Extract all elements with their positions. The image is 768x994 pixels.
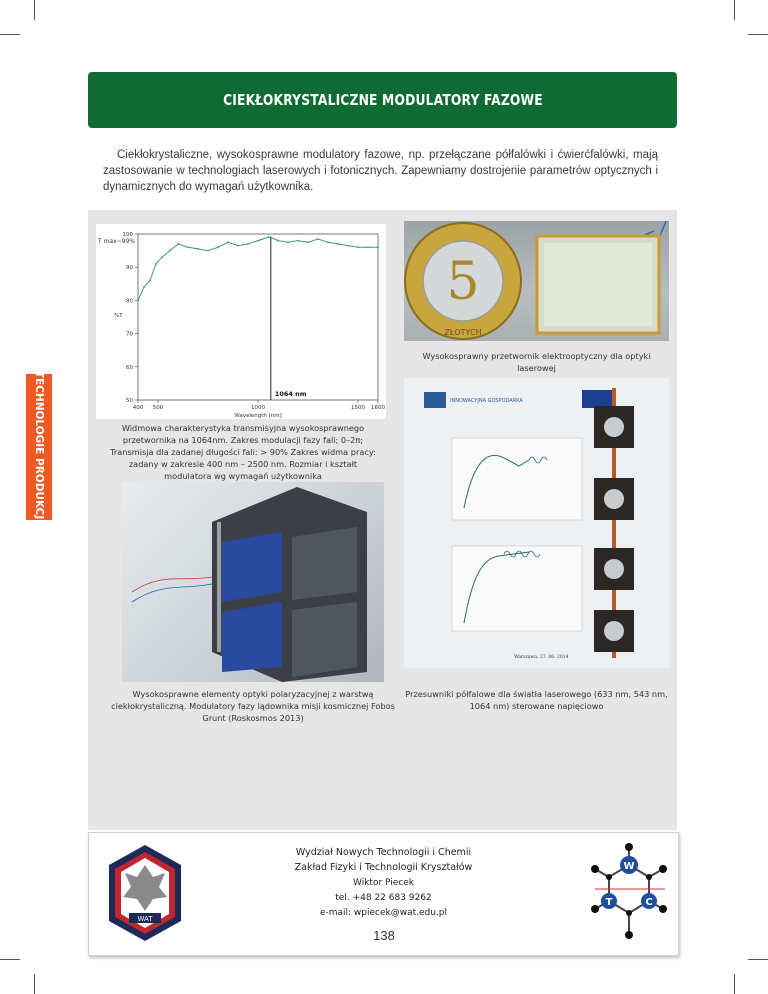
transmission-series-line [138,237,378,300]
crop-mark [0,34,20,35]
transmission-data-point [317,238,319,240]
wtc-logo-letter: W [623,861,635,872]
y-tick-label: 80 [126,298,133,305]
transmission-data-point [347,245,349,247]
footer-department: Zakład Fizyki i Technologii Kryształów [294,862,473,873]
transmission-data-point [357,246,359,248]
transmission-data-point [149,280,151,282]
wavelength-marker-label: 1064 nm [274,390,307,398]
transmission-data-point [227,241,229,243]
transmission-data-point [277,240,279,242]
y-tick-label: 50 [126,398,133,404]
transmission-data-point [155,263,157,265]
transmission-data-point [217,246,219,248]
crop-mark [734,0,735,20]
x-tick-label: 400 [132,405,144,411]
intro-paragraph: Ciekłokrystaliczne, wysokosprawne modulatory fazowe, np. przełączane półfalówki i ćwierćfalówki, mają zastosowanie w technologiach laserowych i fotonicznych. Zapewniamy dostrojenie parametrów optycznych i dynamicznych do wymagań użytkownika. [103,149,658,193]
crop-mark [748,959,768,960]
transmission-data-point [177,243,179,245]
footer-email: e-mail: wpiecek@wat.edu.pl [319,908,448,918]
transmission-data-point [270,236,272,238]
chart-caption: Widmowa charakterystyka transmisyjna wysokosprawnego przetwornika na 1064nm. Zakres modulacji fazy fali; 0–2π; Transmisja dla zadanej długości fali: > 90% Zakres widma pracy: zadany w zakresie 400 nm – 2500 nm. Rozmiar i kształt modulatora wg wymagań użytkownika [110,423,376,481]
x-tick-label: 1500 [351,405,365,411]
transmission-data-point [337,243,339,245]
y-tick-label: 60 [126,364,133,371]
coin-caption: Wysokosprawny przetwornik elektrooptyczny dla optyki laserowej [422,351,651,373]
transmission-data-point [267,236,269,238]
doc-innov-logo: INNOWACYJNA GOSPODARKA [450,398,523,404]
chart-plot-area [138,234,378,400]
document-modulators-drawing [404,378,669,668]
crop-mark [34,974,35,994]
transmission-data-point [237,245,239,247]
optics-caption: Wysokosprawne elementy optyki polaryzacyjnej z warstwą ciekłokrystaliczną. Modulatory fazy lądownika misji kosmicznej Fobos Grunt (Roskosmos 2013) [111,689,395,723]
chart-annotation-top: T max~99% [98,238,136,245]
footer-phone: tel. +48 22 683 9262 [335,893,432,903]
x-tick-label: 500 [152,405,164,411]
y-tick-label: 100 [122,232,133,238]
transmission-data-point [247,243,249,245]
transmission-data-point [257,240,259,242]
polarization-optics-photo [122,482,384,682]
transmission-data-point [169,250,171,252]
y-tick-label: 70 [126,331,133,338]
crop-mark [34,0,35,20]
footer-contact-person: Wiktor Piecek [353,878,414,888]
wat-logo-text: WAT [137,915,153,923]
transmission-chart [96,224,386,419]
footer-faculty: Wydział Nowych Technologii i Chemii [295,847,472,858]
transmission-data-point [287,241,289,243]
coin-denomination: 5 [446,252,480,312]
x-tick-label: 1600 [371,405,385,411]
transmission-data-point [327,241,329,243]
document-modulators-photo [404,378,669,668]
doc-date: Warszawa, 27. 06. 2014 [514,655,569,660]
transmission-data-point [143,286,145,288]
wtc-logo-letter: C [645,897,653,908]
polarization-optics-drawing [122,482,384,682]
crop-mark [0,959,20,960]
wtc-logo-letter: T [605,897,613,908]
y-tick-label: 90 [126,265,133,272]
y-axis-label: %T [114,313,123,319]
transmission-data-point [297,240,299,242]
crop-mark [734,974,735,994]
page-title: CIEKŁOKRYSTALICZNE MODULATORY FAZOWE [222,91,543,109]
transmission-data-point [377,246,379,248]
document-caption: Przesuwniki półfalowe dla światła laserowego (633 nm, 543 nm, 1064 nm) sterowane napięciowo [405,689,668,711]
page-number: 138 [373,928,395,943]
transmission-data-point [197,248,199,250]
transmission-data-point [307,241,309,243]
transmission-data-point [367,246,369,248]
coin-rim-text: ZŁOTYCH [444,328,482,337]
page-header [88,72,677,128]
side-tab-label: TECHNOLOGIE PRODUKCJI [33,370,45,524]
x-tick-label: 1000 [251,405,265,411]
transmission-data-point [161,256,163,258]
x-axis-label: Wavelength [nm] [234,413,282,419]
coin-modulator-photo [404,221,669,341]
crop-mark [748,34,768,35]
coin-modulator-drawing [404,221,669,341]
transmission-chart-svg [96,224,386,419]
transmission-data-point [207,250,209,252]
transmission-data-point [137,300,139,302]
section-side-tab [26,370,52,524]
transmission-data-point [187,246,189,248]
